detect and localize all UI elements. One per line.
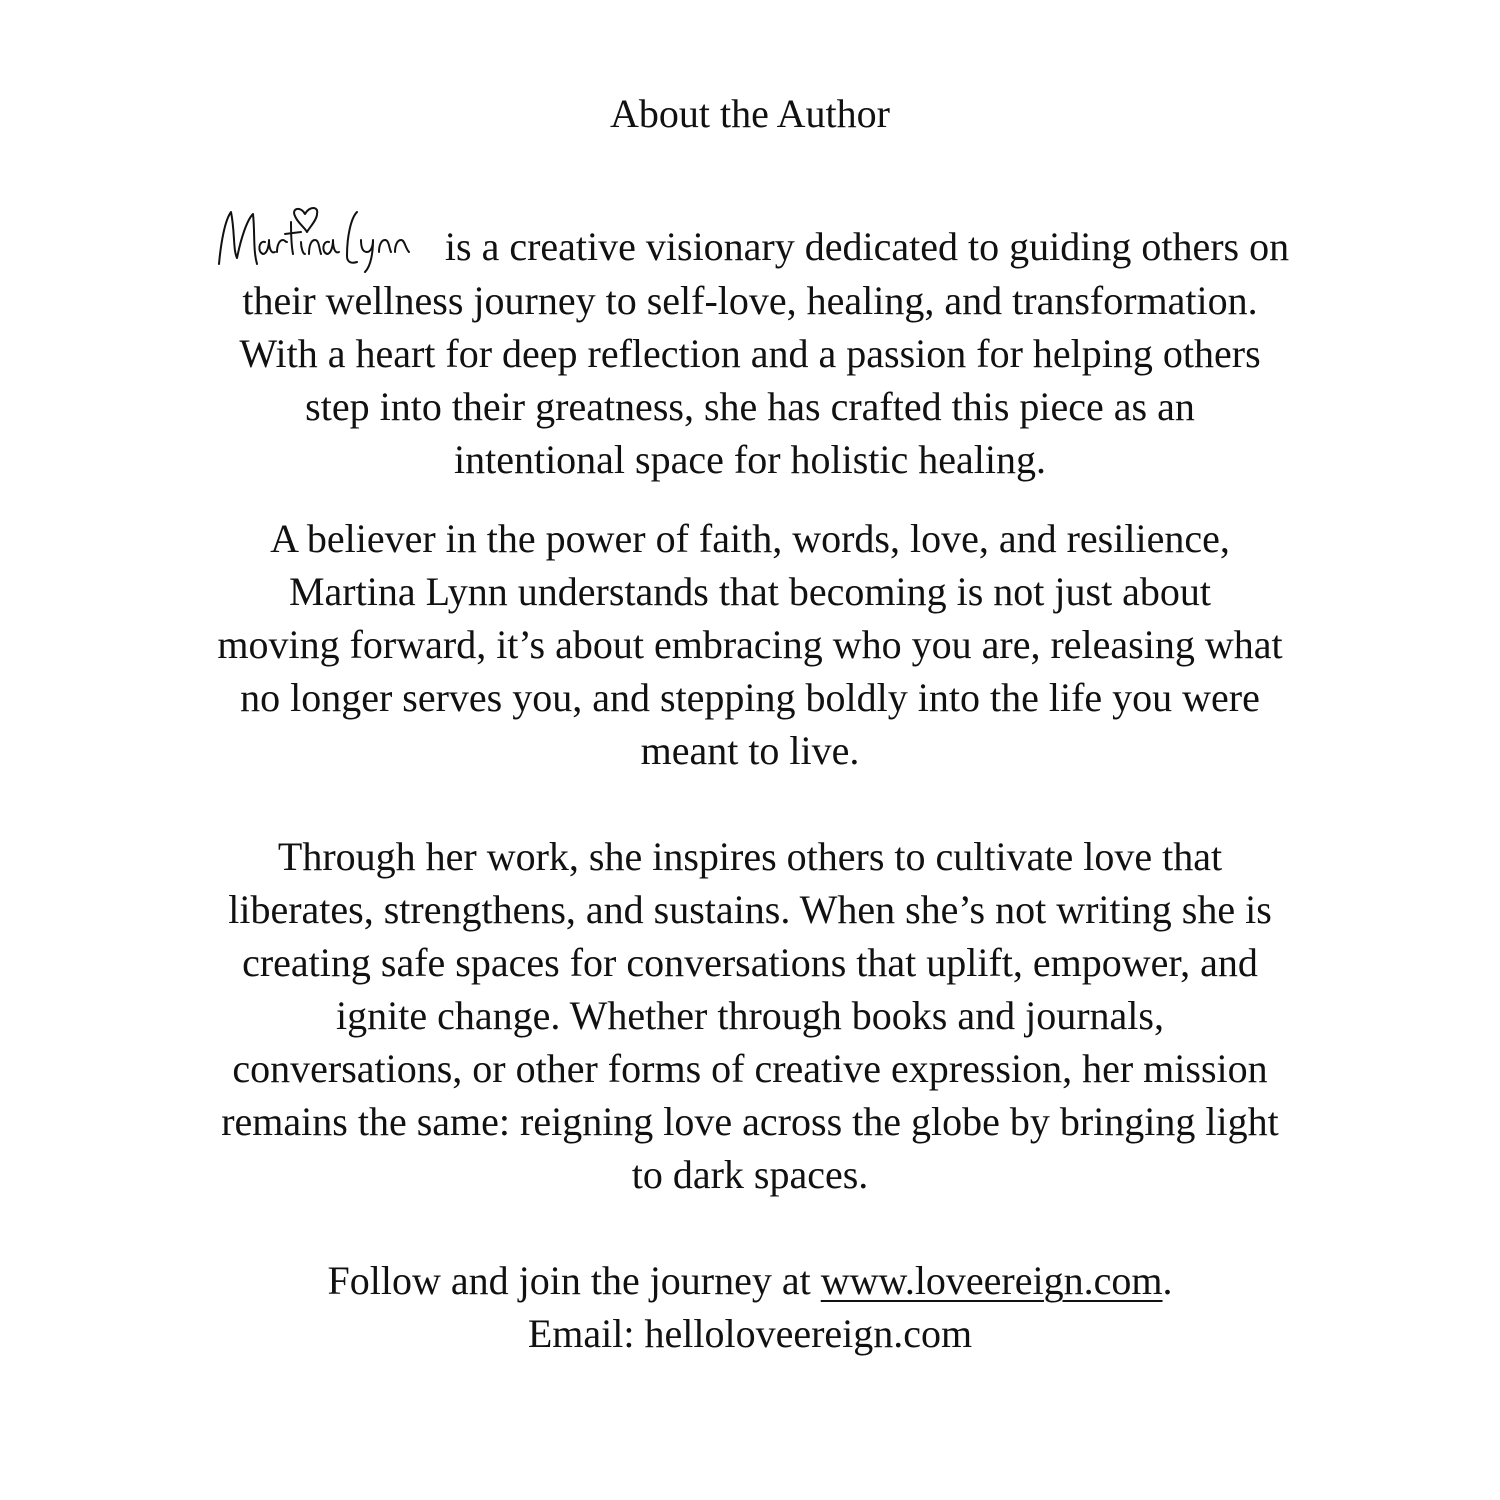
belief-line-5: meant to live. xyxy=(640,728,860,773)
work-line-1: Through her work, she inspires others to cultivate love that xyxy=(277,834,1223,879)
work-line-3: creating safe spaces for conversations that uplift, empower, and xyxy=(242,940,1258,985)
intro-line-1 xyxy=(130,192,1370,274)
follow-prefix: Follow and join the journey at xyxy=(327,1258,821,1303)
intro-line-4: step into their greatness, she has crafted this piece as an xyxy=(305,384,1195,429)
page-title: About the Author xyxy=(610,91,890,136)
website-link[interactable]: www.loveereign.com xyxy=(820,1258,1163,1303)
belief-line-1: A believer in the power of faith, words, love, and resilience, xyxy=(270,516,1230,561)
intro-line-3: With a heart for deep reflection and a passion for helping others xyxy=(239,331,1261,376)
belief-line-4: no longer serves you, and stepping boldly into the life you were xyxy=(240,675,1260,720)
work-line-4: ignite change. Whether through books and journals, xyxy=(336,993,1164,1038)
intro-line-5: intentional space for holistic healing. xyxy=(453,437,1047,482)
work-line-2: liberates, strengthens, and sustains. When she’s not writing she is xyxy=(228,887,1272,932)
intro-paragraph xyxy=(130,192,1370,486)
work-line-6: remains the same: reigning love across the globe by bringing light xyxy=(221,1099,1279,1144)
follow-line xyxy=(130,1254,1370,1307)
belief-line-3: moving forward, it’s about embracing who you are, releasing what xyxy=(217,622,1283,667)
work-paragraph xyxy=(130,830,1370,1201)
intro-line-1-text: is a creative visionary dedicated to guiding others on xyxy=(444,224,1290,269)
work-line-7: to dark spaces. xyxy=(631,1152,869,1197)
contact-paragraph xyxy=(130,1254,1370,1360)
belief-line-2: Martina Lynn understands that becoming is not just about xyxy=(288,569,1212,614)
email-line: Email: helloloveereign.com xyxy=(527,1311,973,1356)
follow-suffix: . xyxy=(1162,1258,1173,1303)
intro-line-2: their wellness journey to self-love, healing, and transformation. xyxy=(242,278,1258,323)
work-line-5: conversations, or other forms of creative expression, her mission xyxy=(232,1046,1268,1091)
signature-image xyxy=(211,192,431,274)
belief-paragraph xyxy=(130,512,1370,777)
